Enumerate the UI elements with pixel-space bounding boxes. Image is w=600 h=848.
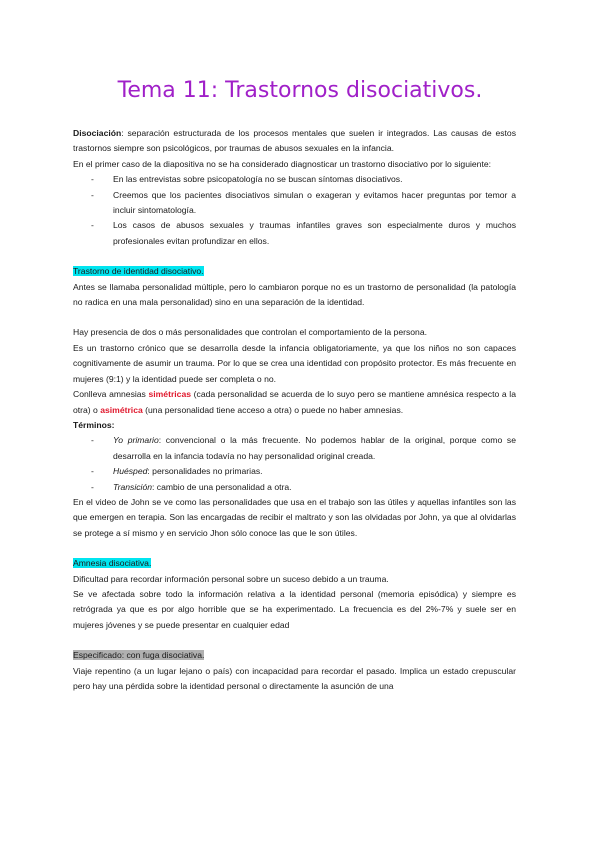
tid-paragraph-2: Hay presencia de dos o más personalidades que controlan el comportamiento de la persona.: [73, 327, 427, 338]
list-item: - Huésped: personalidades no primarias.: [73, 464, 516, 479]
bullet-dash: -: [91, 435, 94, 446]
terms-label: Términos:: [73, 419, 115, 430]
document-body: [73, 126, 516, 694]
dissociation-term: Disociación: [73, 128, 122, 138]
page-title: Tema 11: Trastornos disociativos.: [117, 78, 483, 103]
asymmetric-term: asimétrica: [100, 404, 143, 415]
section-heading-tid: Trastorno de identidad disociativo.: [73, 266, 204, 277]
dissociation-definition: : separación estructurada de los procesos mentales que suelen ir integrados. Las causas de estos trastornos siempre son psicológicos, por traumas de abusos sexuales en la infancia.: [73, 128, 516, 154]
list-item: - Los casos de abusos sexuales y traumas infantiles graves son especialmente duros y muchos profesionales evitan profundizar en ellos.: [91, 220, 516, 246]
terms-list: [73, 433, 516, 495]
amnesia-paragraph-2: Se ve afectada sobre todo la información relativa a la identidad personal (memoria episódica) y siempre es retrógrada ya que es por algo horrible que se ha experimentado. La frecuencia es del 2%-7% y suele ser en mujeres jóvenes y se puede presentar en cualquier edad: [73, 588, 516, 630]
tid-paragraph-4: En el video de John se ve como las personalidades que usa en el trabajo son las útiles y aquellas infantiles son las que emergen en terapia. Son las encargadas de recibir el maltrato y son las olvidadas por John, ya que al olvidarlas se protege a sí mismo y en servicio Jhon sólo conoce las que le son útiles.: [73, 496, 516, 538]
fuga-paragraph-1: Viaje repentino (a un lugar lejano o país) con incapacidad para recordar el pasado. Implica un estado crepuscular pero hay una pérdida sobre la identidad personal o directamente la asunción de una: [73, 665, 516, 691]
list-item: - Creemos que los pacientes disociativos simulan o exageran y evitamos hacer preguntas por temor a incluir sintomatología.: [91, 189, 516, 216]
term-name: Transición: [113, 481, 153, 492]
bullet-dash: -: [91, 481, 94, 492]
section-heading-fuga: Especificado: con fuga disociativa.: [73, 650, 205, 661]
intro-paragraph: [73, 126, 516, 157]
term-name: Yo primario: [113, 435, 159, 446]
tid-amnesia-paragraph: Conlleva amnesias simétricas (cada personalidad se acuerda de lo suyo pero se mantiene amnésica respecto a la otra) o asimétrica (una personalidad tiene acceso a otra) o puede no haber amnesias.: [73, 389, 516, 415]
bullet-dash: -: [91, 220, 94, 231]
bullet-dash: -: [91, 466, 94, 477]
term-name: Huésped: [113, 466, 148, 477]
intro-paragraph-2: En el primer caso de la diapositiva no se ha considerado diagnosticar un trastorno disociativo por lo siguiente:: [73, 158, 491, 169]
list-item: - Yo primario: convencional o la más frecuente. No podemos hablar de la original, porque como se desarrolla en la infancia todavía no hay personalidad original creada.: [91, 435, 516, 461]
tid-paragraph-1: Antes se llamaba personalidad múltiple, pero lo cambiaron porque no es un trastorno de personalidad (la patología no radica en una mala personalidad) sino en una separación de la identidad.: [73, 281, 516, 308]
list-item: - En las entrevistas sobre psicopatología no se buscan síntomas disociativos.: [73, 172, 516, 187]
list-item: - Transición: cambio de una personalidad a otra.: [73, 480, 516, 495]
section-heading-amnesia: Amnesia disociativa.: [73, 558, 152, 569]
intro-bullet-list: [73, 172, 516, 249]
symmetric-term: simétricas: [148, 389, 192, 400]
tid-paragraph-3: Es un trastorno crónico que se desarrolla desde la infancia obligatoriamente, ya que los niños no son capaces cognitivamente de asumir un trauma. Por lo que se crea una identidad con propósito protector. Es más frecuente en mujeres (9:1) y la identidad puede ser completa o no.: [73, 342, 516, 384]
bullet-dash: -: [91, 174, 94, 185]
bullet-dash: -: [91, 189, 94, 200]
amnesia-paragraph-1: Dificultad para recordar información personal sobre un suceso debido a un trauma.: [73, 573, 389, 584]
